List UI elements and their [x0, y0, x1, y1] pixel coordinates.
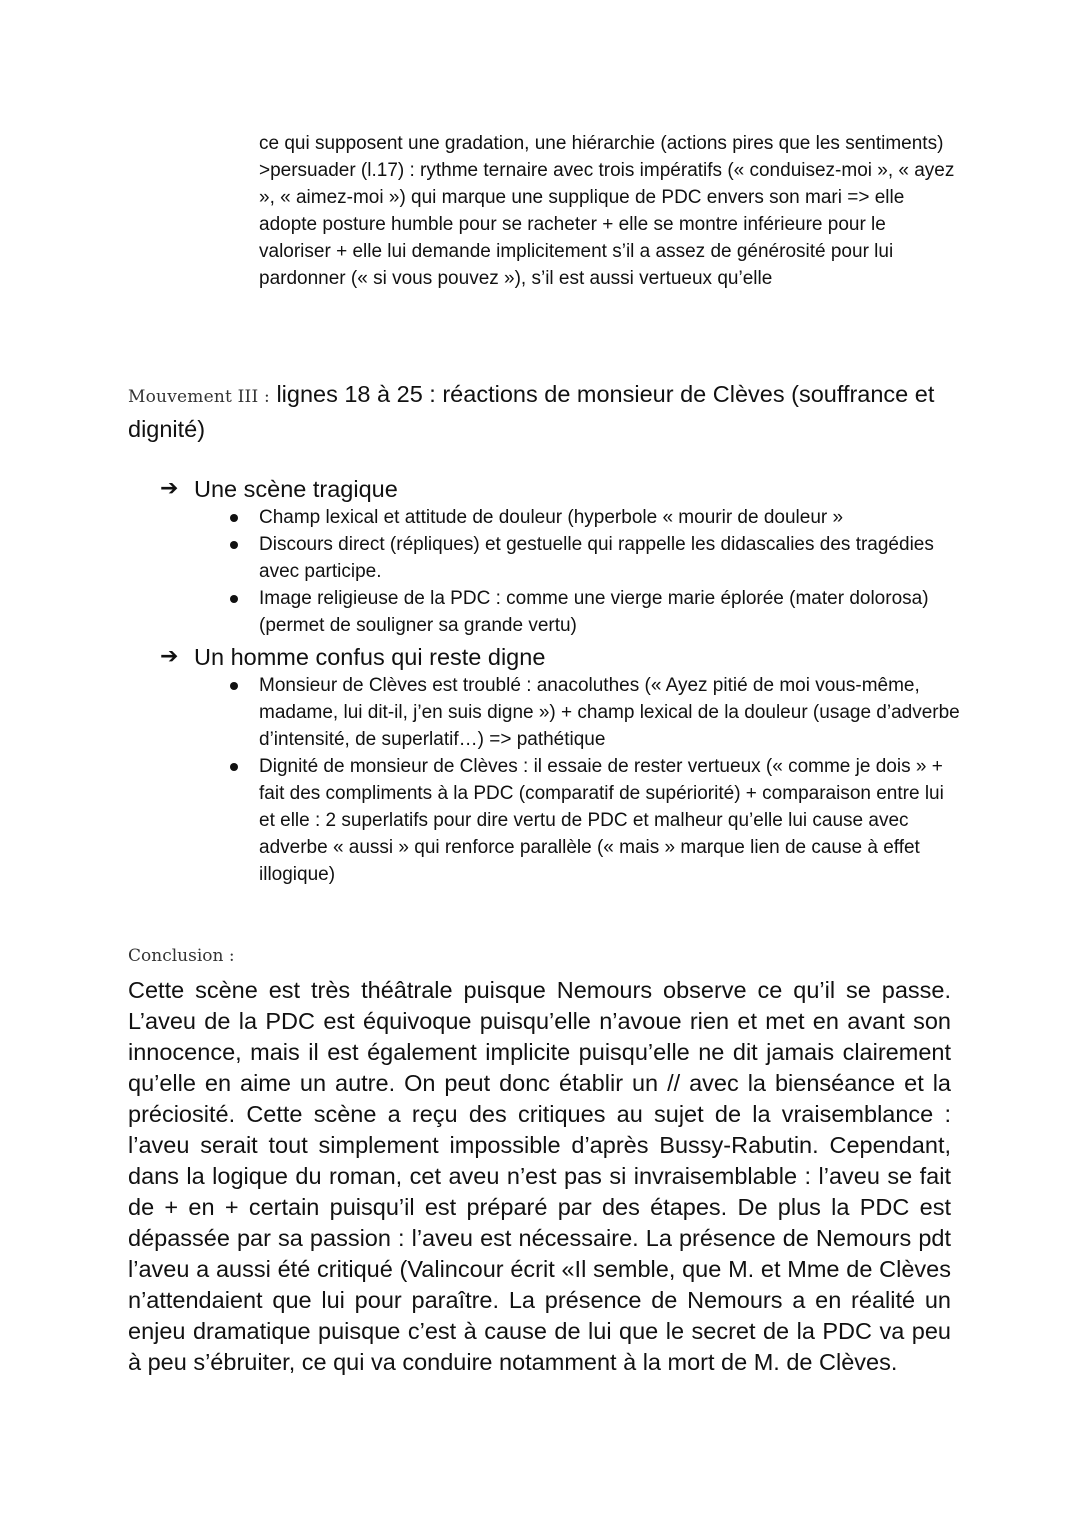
movement-heading	[128, 378, 958, 445]
bullet-icon	[230, 595, 238, 603]
list-item	[160, 672, 960, 753]
point-title-text-1: Une scène tragique	[194, 476, 398, 502]
bullet-list-2	[160, 672, 960, 888]
list-item	[160, 504, 960, 531]
list-item-text: Image religieuse de la PDC : comme une vierge marie éplorée (mater dolorosa) (permet de souligner sa grande vertu)	[259, 588, 929, 636]
list-item-text: Monsieur de Clèves est troublé : anacoluthes (« Ayez pitié de moi vous-même, madame, lui dit-il, j’en suis digne ») + champ lexical de la douleur (usage d’adverbe d’intensité, de superlatif…) => pathétique	[259, 675, 960, 750]
bullet-icon	[230, 514, 238, 522]
list-item-text: Dignité de monsieur de Clèves : il essaie de rester vertueux (« comme je dois » + fait des compliments à la PDC (comparatif de supériorité) + comparaison entre lui et elle : 2 superlatifs pour dire vertu de PDC et malheur qu’elle lui cause avec adverbe « aussi » qui renforce parallèle (« mais » marque lien de cause à effet illogique)	[259, 756, 944, 885]
point-section-2	[160, 642, 960, 888]
list-item	[160, 531, 960, 585]
intro-paragraph-2: >persuader (l.17) : rythme ternaire avec trois impératifs (« conduisez-moi », « ayez », « aimez-moi ») qui marque une supplique de PDC envers son mari => elle adopte posture humble pour se racheter + elle se montre inférieure pour le valoriser + elle lui demande implicitement s’il a assez de générosité pour lui pardonner (« si vous pouvez »), s’il est aussi vertueux qu’elle	[259, 160, 955, 289]
conclusion-label: Conclusion :	[128, 946, 235, 966]
list-item	[160, 753, 960, 888]
movement-label: Mouvement III :	[128, 387, 270, 407]
point-title-2	[160, 642, 960, 672]
arrow-right-icon: ➔	[160, 644, 179, 669]
bullet-icon	[230, 682, 238, 690]
point-title-1	[160, 474, 960, 504]
intro-paragraph-1: ce qui supposent une gradation, une hiérarchie (actions pires que les sentiments)	[259, 133, 944, 154]
list-item	[160, 585, 960, 639]
list-item-text: Discours direct (répliques) et gestuelle qui rappelle les didascalies des tragédies avec participe.	[259, 534, 934, 582]
conclusion-text: Cette scène est très théâtrale puisque Nemours observe ce qu’il se passe. L’aveu de la PDC est équivoque puisqu’elle n’avoue rien et met en avant son innocence, mais il est également implicite puisqu’elle ne dit jamais clairement qu’elle en aime un autre. On peut donc établir un // avec la bienséance et la préciosité. Cette scène a reçu des critiques au sujet de la vraisemblance : l’aveu serait tout simplement impossible d’après Bussy-Rabutin. Cependant, dans la logique du roman, cet aveu n’est pas si invraisemblable : l’aveu se fait de + en + certain puisqu’il est préparé par des étapes. De plus la PDC est dépassée par sa passion : l’aveu est nécessaire. La présence de Nemours pdt l’aveu a aussi été critiqué (Valincour écrit «Il semble, que M. et Mme de Clèves n’attendaient que lui pour paraître. La présence de Nemours a en réalité un enjeu dramatique puisque c’est à cause de lui que le secret de la PDC va peu à peu s’ébruiter, ce qui va conduire notamment à la mort de M. de Clèves.	[128, 977, 951, 1375]
intro-continuation	[259, 130, 959, 292]
point-title-text-2: Un homme confus qui reste digne	[194, 644, 546, 670]
bullet-list-1	[160, 504, 960, 639]
point-section-1	[160, 474, 960, 639]
list-item-text: Champ lexical et attitude de douleur (hyperbole « mourir de douleur »	[259, 507, 844, 528]
bullet-icon	[230, 541, 238, 549]
bullet-icon	[230, 763, 238, 771]
movement-title: lignes 18 à 25 : réactions de monsieur de Clèves (souffrance et dignité)	[128, 381, 935, 442]
arrow-right-icon: ➔	[160, 476, 179, 501]
